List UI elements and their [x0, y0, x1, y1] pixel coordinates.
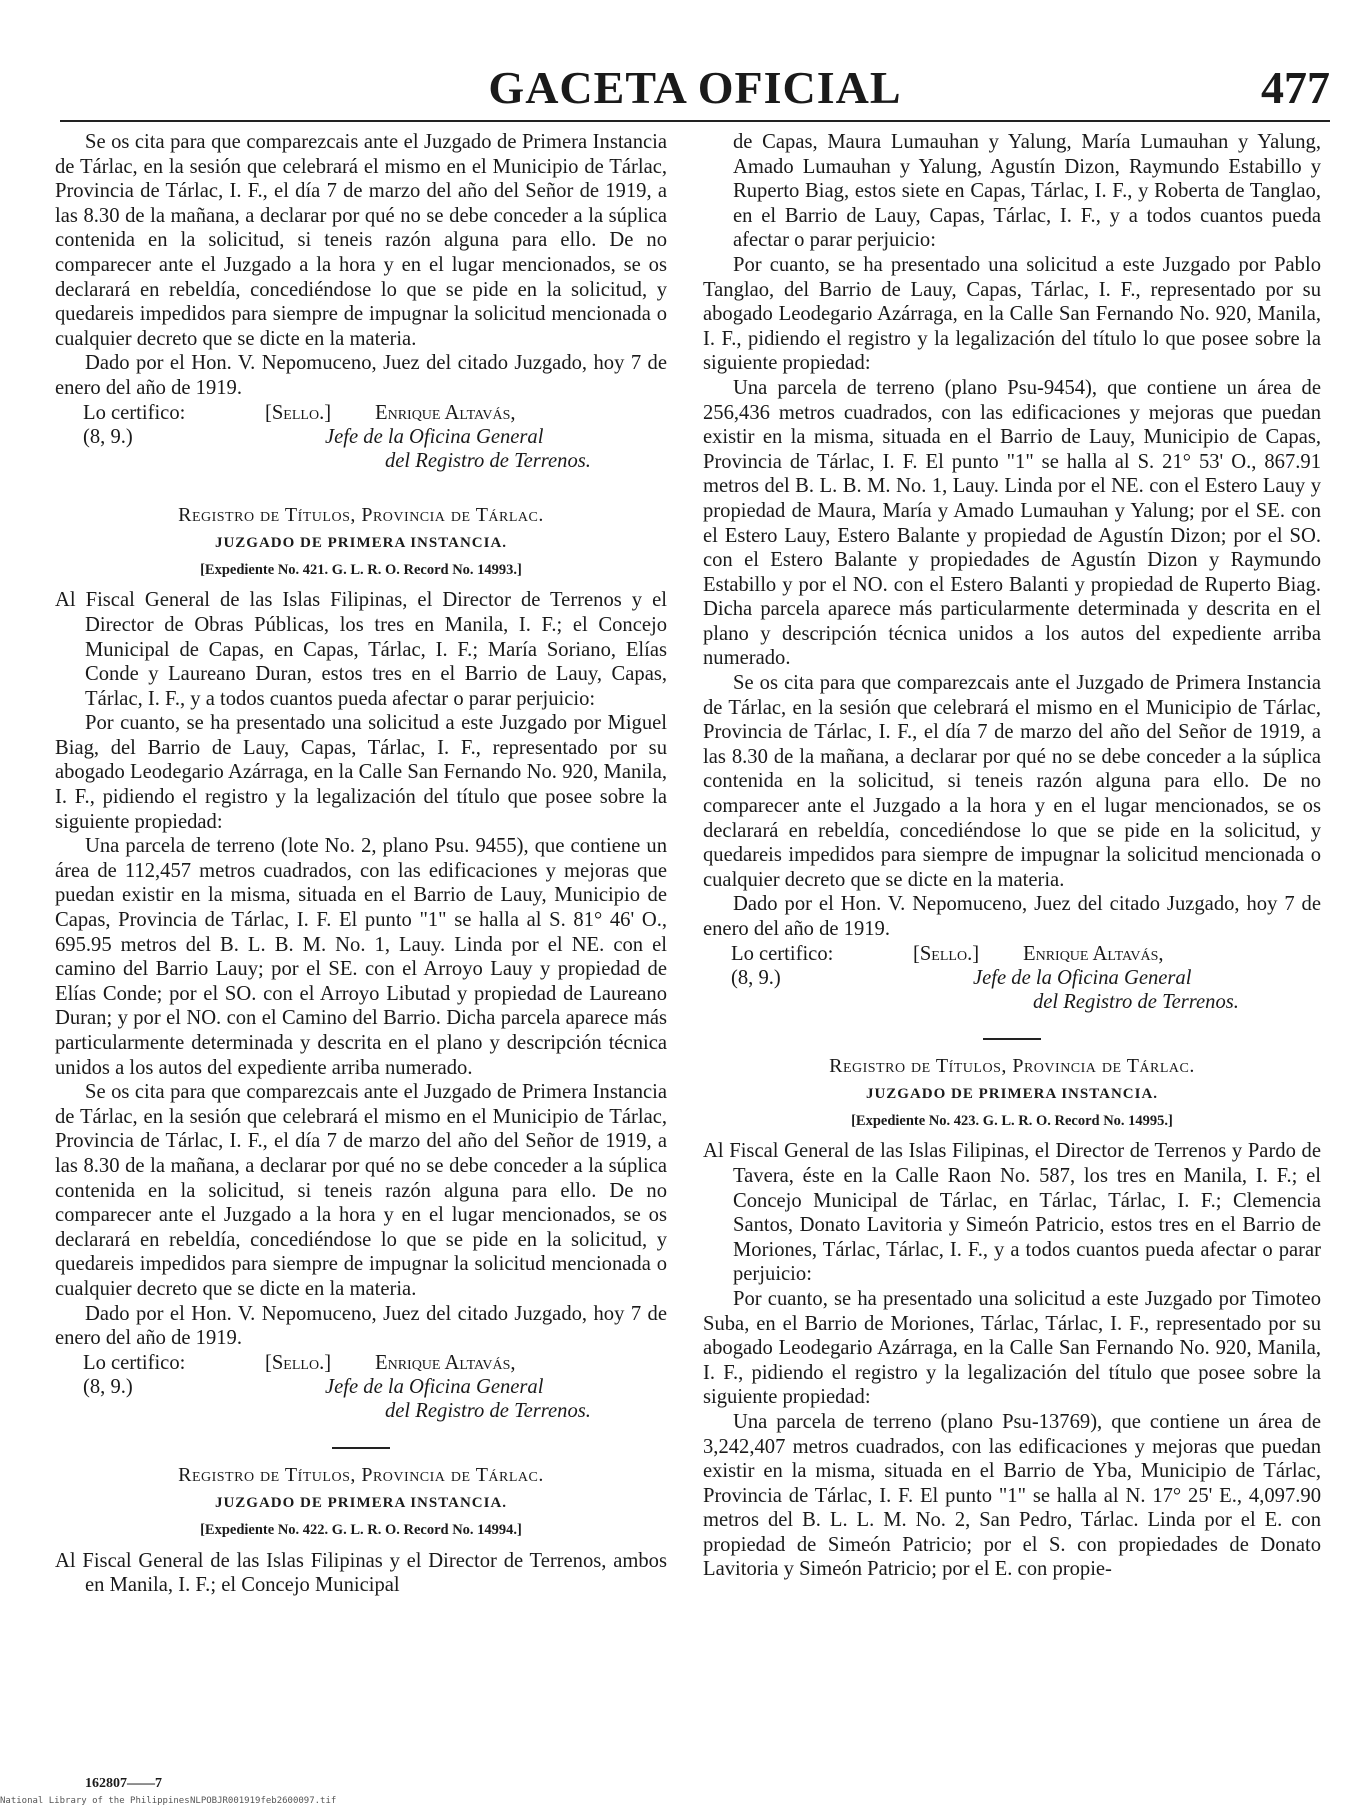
- court-heading: JUZGADO DE PRIMERA INSTANCIA.: [865, 1086, 1159, 1103]
- section-heading: Registro de Títulos, Provincia de Tárlac.: [178, 1463, 544, 1486]
- signatory-office: del Registro de Terrenos.: [385, 449, 591, 472]
- signatory-title: Jefe de la Oficina General: [325, 425, 544, 448]
- paragraph: Una parcela de terreno (plano Psu-9454), que contiene un área de 256,436 metros cuadrados, con las edificaciones y mejoras que puedan existir en la misma, situada en el Barrio de Lauy, Municipio de Capas, Provincia de Tárlac, I. F. El punto "1" se halla al S. 21° 53' O., 867.91 metros del B. L. B. M. No. 1, Lauy. Linda por el NE. con el Estero Lauy y propiedad de Maura, María y Amado Lumauhan y Yalung; por el SE. con el Estero Lauy, Estero Balante y propiedad de Agustín Dizon; por el SO. con el Estero Balante y propiedades de Agustín Dizon y Raymundo Estabillo y por el NO. con el Estero Balanti y propiedad de Ruperto Biag. Dicha parcela aparece más particularmente determinada y descrita en el plano y descripción técnica unidos a los autos del expediente arriba numerado.: [703, 376, 1321, 670]
- certification-label: Lo certifico:: [83, 401, 186, 424]
- paragraph: Por cuanto, se ha presentado una solicitud a este Juzgado por Pablo Tanglao, del Barrio de Lauy, Capas, Tárlac, I. F., representado por su abogado Leodegario Azárraga, en la Calle San Fernando No. 920, Manila, I. F., pidiendo el registro y la legalización del título lo que posee sobre la siguiente propiedad:: [703, 253, 1321, 375]
- section-divider: [332, 1447, 390, 1449]
- paragraph: Dado por el Hon. V. Nepomuceno, Juez del citado Juzgado, hoy 7 de enero del año de 1919.: [703, 893, 1321, 940]
- paragraph: Por cuanto, se ha presentado una solicitud a este Juzgado por Timoteo Suba, en el Barrio de Moriones, Tárlac, Tárlac, I. F., representado por su abogado Leodegario Azárraga, en la Calle San Fernando No. 920, Manila, I. F., pidiendo el registro y la legalización del título que posee sobre la siguiente propiedad:: [703, 1287, 1321, 1409]
- signatory-office: del Registro de Terrenos.: [1033, 990, 1239, 1013]
- court-heading: JUZGADO DE PRIMERA INSTANCIA.: [214, 1495, 508, 1512]
- left-column: [55, 130, 667, 1598]
- certification-label: Lo certifico:: [83, 1351, 186, 1374]
- seal-label: [Sello.]: [265, 1351, 332, 1374]
- paragraph: Se os cita para que comparezcais ante el Juzgado de Primera Instancia de Tárlac, en la sesión que celebrará el mismo en el Municipio de Tárlac, Provincia de Tárlac, I. F., el día 7 de marzo del año del Señor de 1919, a las 8.30 de la mañana, a declarar por qué no se debe conceder a la súplica contenida en la solicitud, si teneis razón alguna para ello. De no comparecer ante el Juzgado a la hora y en el lugar mencionados, se os declarará en rebeldía, concediéndose lo que se pide en la solicitud, y quedareis impedidos para siempre de impugnar la solicitud mencionada o cualquier decreto que se dicte en la materia.: [703, 672, 1321, 891]
- print-code: 162807——7: [85, 1776, 162, 1791]
- page-number: 477: [1261, 62, 1330, 113]
- address-continuation: de Capas, Maura Lumauhan y Yalung, María Lumauhan y Yalung, Amado Lumauhan y Yalung, Agustín Dizon, Raymundo Estabillo y Ruperto Biag, estos siete en Capas, Tárlac, I. F., y Roberta de Tanglao, en el Barrio de Lauy, Capas, Tárlac, I. F., y a todos cuantos pueda afectar o parar perjuicio:: [733, 131, 1321, 252]
- publication-numbers: (8, 9.): [731, 966, 781, 989]
- paragraph: Por cuanto, se ha presentado una solicitud a este Juzgado por Miguel Biag, del Barrio de Lauy, Capas, Tárlac, I. F., representado por su abogado Leodegario Azárraga, en la Calle San Fernando No. 920, Manila, I. F., pidiendo el registro y la legalización del título que posee sobre la siguiente propiedad:: [55, 712, 667, 833]
- seal-label: [Sello.]: [265, 401, 332, 424]
- signatory-name: Enrique Altavás,: [375, 1351, 516, 1374]
- court-heading: JUZGADO DE PRIMERA INSTANCIA.: [214, 535, 508, 552]
- section-heading: Registro de Títulos, Provincia de Tárlac.: [178, 503, 544, 526]
- section-heading: Registro de Títulos, Provincia de Tárlac.: [829, 1054, 1195, 1077]
- paragraph: Se os cita para que comparezcais ante el Juzgado de Primera Instancia de Tárlac, en la sesión que celebrará el mismo en el Municipio de Tárlac, Provincia de Tárlac, I. F., el día 7 de marzo del año del Señor de 1919, a las 8.30 de la mañana, a declarar por qué no se debe conceder a la súplica contenida en la solicitud, si teneis razón alguna para ello. De no comparecer ante el Juzgado a la hora y en el lugar mencionados, se os declarará en rebeldía, concediéndose lo que se pide en la solicitud, y quedareis impedidos para siempre de impugnar la solicitud mencionada o cualquier decreto que se dicte en la materia.: [55, 1081, 667, 1300]
- case-reference: [Expediente No. 422. G. L. R. O. Record No. 14994.]: [200, 1521, 522, 1538]
- publication-numbers: (8, 9.): [83, 1375, 133, 1398]
- gazette-title: GACETA OFICIAL: [488, 62, 902, 113]
- signatory-title: Jefe de la Oficina General: [973, 966, 1192, 989]
- header-rule: [60, 120, 1330, 122]
- right-column: [703, 130, 1321, 1582]
- scan-file-label: NLPOBJR001919feb2600097.tif: [190, 1796, 337, 1806]
- scan-library-label: National Library of the Philippines: [0, 1796, 190, 1806]
- case-reference: [Expediente No. 423. G. L. R. O. Record No. 14995.]: [851, 1112, 1173, 1129]
- signatory-name: Enrique Altavás,: [1023, 942, 1164, 965]
- signature-block: [703, 942, 1321, 1016]
- case-reference: [Expediente No. 421. G. L. R. O. Record No. 14993.]: [200, 561, 522, 578]
- signatory-office: del Registro de Terrenos.: [385, 1399, 591, 1422]
- signature-block: [55, 1351, 667, 1425]
- paragraph: Dado por el Hon. V. Nepomuceno, Juez del citado Juzgado, hoy 7 de enero del año de 1919.: [55, 1302, 667, 1350]
- signatory-name: Enrique Altavás,: [375, 401, 516, 424]
- address-paragraph: Al Fiscal General de las Islas Filipinas y el Director de Terrenos, ambos en Manila, I. F.; el Concejo Municipal: [55, 1549, 667, 1597]
- page-header: [60, 60, 1330, 120]
- address-paragraph: Al Fiscal General de las Islas Filipinas, el Director de Terrenos y el Director de Obras Públicas, los tres en Manila, I. F.; el Concejo Municipal de Capas, en Capas, Tárlac, I. F.; María Soriano, Elías Conde y Laureano Duran, estos tres en el Barrio de Lauy, Capas, Tárlac, I. F., y a todos cuantos pueda afectar o parar perjuicio:: [55, 589, 667, 710]
- signatory-title: Jefe de la Oficina General: [325, 1375, 544, 1398]
- paragraph: Una parcela de terreno (lote No. 2, plano Psu. 9455), que contiene un área de 112,457 metros cuadrados, con las edificaciones y mejoras que puedan existir en la misma, situada en el Barrio de Lauy, Municipio de Capas, Provincia de Tárlac, I. F. El punto "1" se halla al S. 81° 46' O., 695.95 metros del B. L. B. M. No. 1, Lauy. Linda por el NE. con el camino del Barrio Lauy; por el SE. con el Arroyo Lauy y propiedad de Elías Conde; por el SO. con el Arroyo Libutad y propiedad de Laureano Duran; y por el NO. con el Camino del Barrio. Dicha parcela aparece más particularmente determinada y descrita en el plano y descripción técnica unidos a los autos del expediente arriba numerado.: [55, 835, 667, 1079]
- signature-block: [55, 401, 667, 475]
- address-paragraph: Al Fiscal General de las Islas Filipinas, el Director de Terrenos y Pardo de Tavera, éste en la Calle Raon No. 587, los tres en Manila, I. F.; el Concejo Municipal de Tárlac, en Tárlac, Tárlac, I. F.; Clemencia Santos, Donato Lavitoria y Simeón Patricio, estos tres en el Barrio de Moriones, Tárlac, Tárlac, I. F., y a todos cuantos pueda afectar o parar perjuicio:: [703, 1140, 1321, 1286]
- paragraph: Se os cita para que comparezcais ante el Juzgado de Primera Instancia de Tárlac, en la sesión que celebrará el mismo en el Municipio de Tárlac, Provincia de Tárlac, I. F., el día 7 de marzo del año del Señor de 1919, a las 8.30 de la mañana, a declarar por qué no se debe conceder a la súplica contenida en la solicitud, si teneis razón alguna para ello. De no comparecer ante el Juzgado a la hora y en el lugar mencionados, se os declarará en rebeldía, concediéndose lo que se pide en la solicitud, y quedareis impedidos para siempre de impugnar la solicitud mencionada o cualquier decreto que se dicte en la materia.: [55, 131, 667, 350]
- paragraph: Una parcela de terreno (plano Psu-13769), que contiene un área de 3,242,407 metros cuadrados, con las edificaciones y mejoras que puedan existir en la misma, situada en el Barrio de Yba, Municipio de Tárlac, Provincia de Tárlac, I. F. El punto "1" se halla al N. 17° 25' E., 4,097.90 metros del B. L. L. M. No. 2, San Pedro, Tárlac. Linda por el E. con propiedad de Simeón Patricio; por el S. con propiedades de Donato Lavitoria y Simeón Patricio; por el E. con propie-: [703, 1410, 1321, 1581]
- publication-numbers: (8, 9.): [83, 425, 133, 448]
- seal-label: [Sello.]: [913, 942, 980, 965]
- certification-label: Lo certifico:: [731, 942, 834, 965]
- section-divider: [983, 1038, 1041, 1040]
- paragraph: Dado por el Hon. V. Nepomuceno, Juez del citado Juzgado, hoy 7 de enero del año de 1919.: [55, 352, 667, 399]
